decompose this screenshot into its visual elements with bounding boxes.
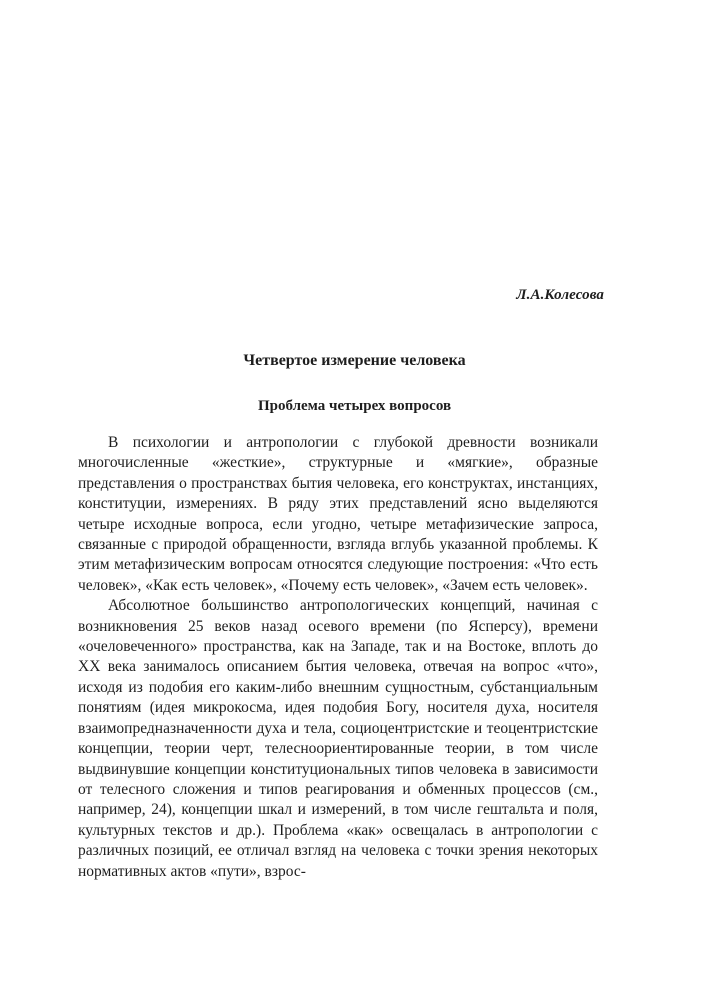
body-text (78, 433, 598, 882)
author-name: Л.А.Колесова (516, 287, 604, 303)
section-subtitle: Проблема четырех вопросов (257, 398, 452, 414)
paragraph: В психологии и антропологии с глубокой древности возникали многочисленные «жесткие», структурные и «мягкие», образные представления о пространствах бытия человека, его конструктах, инстанциях, конституции, измерениях. В ряду этих представлений ясно выделяются четыре исходные вопроса, если угодно, четыре метафизические запроса, связанные с природой обращенности, взгляда вглубь указанной проблемы. К этим метафизическим вопросам относятся следующие построения: «Что есть человек», «Как есть человек», «Почему есть человек», «Зачем есть человек». (78, 434, 598, 594)
chapter-title: Четвертое измерение человека (243, 352, 466, 369)
paragraph: Абсолютное большинство антропологических концепций, начиная с возникновения 25 веков назад осевого времени (по Ясперсу), времени «очеловеченного» пространства, как на Западе, так и на Востоке, вплоть до XX века занималось описанием бытия человека, отвечая на вопрос «что», исходя из подобия его каким-либо внешним сущностным, субстанциальным понятиям (идея микрокосма, идея подобия Богу, носителя духа, носителя взаимопредназначенности духа и тела, социоцентристские и теоцентристские концепции, теории черт, телесноориентированные теории, в том числе выдвинувшие концепции конституциональных типов человека в зависимости от телесного сложения и типов реагирования и обменных процессов (см., например, 24), концепции шкал и измерений, в том числе гештальта и поля, культурных текстов и др.). Проблема «как» освещалась в антропологии с различных позиций, ее отличал взгляд на человека с точки зрения некоторых нормативных актов «пути», взрос- (78, 597, 598, 880)
